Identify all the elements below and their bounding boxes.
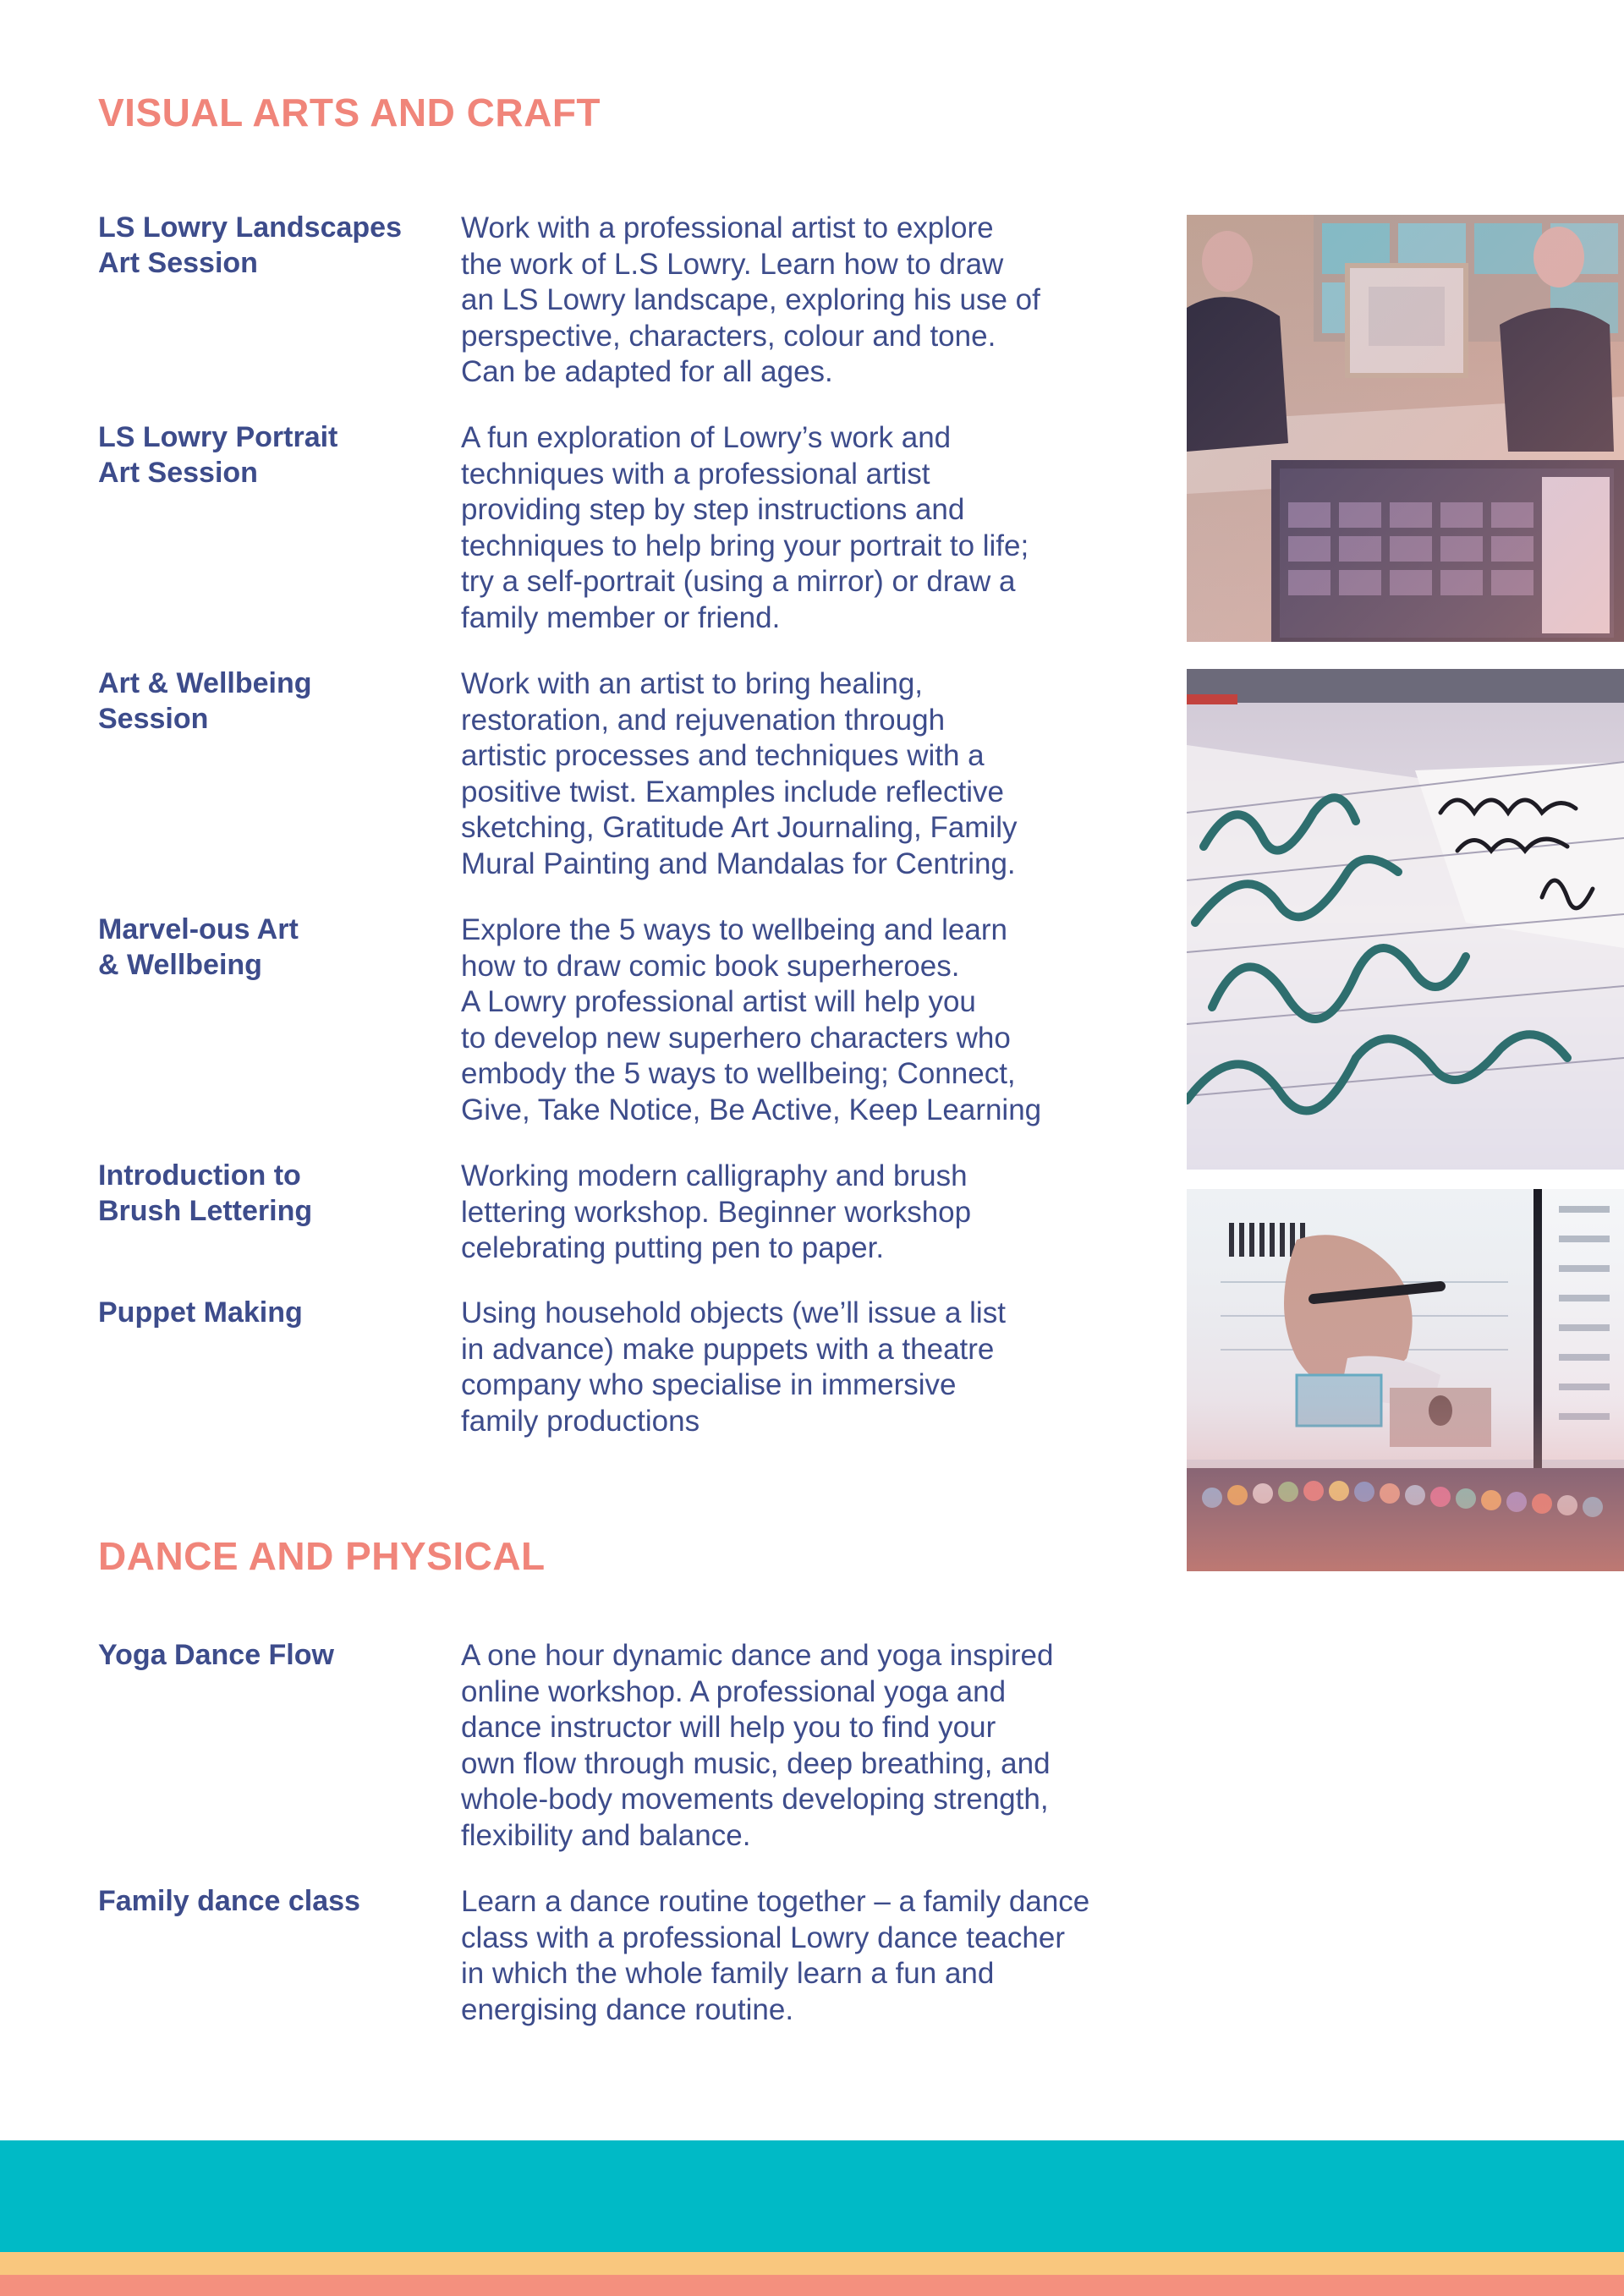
footer-band-teal	[0, 2140, 1624, 2252]
entry-description-family-dance: Learn a dance routine together – a family dance class with a professional Lowry dance teacher in which the whole family learn a fun and energising dance routine.	[461, 1885, 1090, 2026]
entry-title-puppet-making: Puppet Making	[98, 1296, 303, 1329]
footer-band-yellow	[0, 2252, 1624, 2275]
entry-title-lowry-landscapes: LS Lowry Landscapes Art Session	[98, 211, 402, 279]
entry-title-marvelous-art: Marvel-ous Art & Wellbeing	[98, 913, 299, 981]
entry-description-lowry-landscapes: Work with a professional artist to explore the work of L.S Lowry. Learn how to draw an LS Lowry landscape, exploring his use of perspective, characters, colour and tone. Can be adapted for all ages.	[461, 211, 1040, 388]
artists-video-call-photo	[1187, 215, 1624, 642]
entry-title-lowry-portrait: LS Lowry Portrait Art Session	[98, 421, 338, 489]
entry-title-yoga-dance-flow: Yoga Dance Flow	[98, 1639, 334, 1671]
calligraphy-merry-christmas-photo	[1187, 669, 1624, 1170]
entry-title-art-wellbeing: Art & Wellbeing Session	[98, 667, 312, 735]
section-heading-dance-physical: DANCE AND PHYSICAL	[98, 1534, 546, 1578]
footer-band-coral	[0, 2275, 1624, 2296]
entry-title-family-dance: Family dance class	[98, 1885, 360, 1917]
entry-description-lowry-portrait: A fun exploration of Lowry’s work and techniques with a professional artist providing step by step instructions and techniques to help bring your portrait to life; try a self-portrait (using a mirror) or draw a family member or friend.	[461, 421, 1029, 634]
entry-description-puppet-making: Using household objects (we’ll issue a list in advance) make puppets with a theatre company who specialise in immersive family productions	[461, 1296, 1006, 1438]
brush-lettering-laptop-photo	[1187, 1189, 1624, 1571]
section-heading-visual-arts: VISUAL ARTS AND CRAFT	[98, 90, 601, 134]
entry-description-yoga-dance-flow: A one hour dynamic dance and yoga inspired online workshop. A professional yoga and dance instructor will help you to find your own flow through music, deep breathing, and whole-body movements developing strength, flexibility and balance.	[461, 1639, 1054, 1852]
entry-description-marvelous-art: Explore the 5 ways to wellbeing and learn how to draw comic book superheroes. A Lowry professional artist will help you to develop new superhero characters who embody the 5 ways to wellbeing; Connect, Give, Take Notice, Be Active, Keep Learning	[461, 913, 1042, 1126]
entry-description-brush-lettering: Working modern calligraphy and brush lettering workshop. Beginner workshop celebrating putting pen to paper.	[461, 1159, 972, 1264]
entry-description-art-wellbeing: Work with an artist to bring healing, restoration, and rejuvenation through artistic processes and techniques with a positive twist. Examples include reflective sketching, Gratitude Art Journaling, Family Mural Painting and Mandalas for Centring.	[461, 667, 1018, 880]
entry-title-brush-lettering: Introduction to Brush Lettering	[98, 1159, 313, 1227]
